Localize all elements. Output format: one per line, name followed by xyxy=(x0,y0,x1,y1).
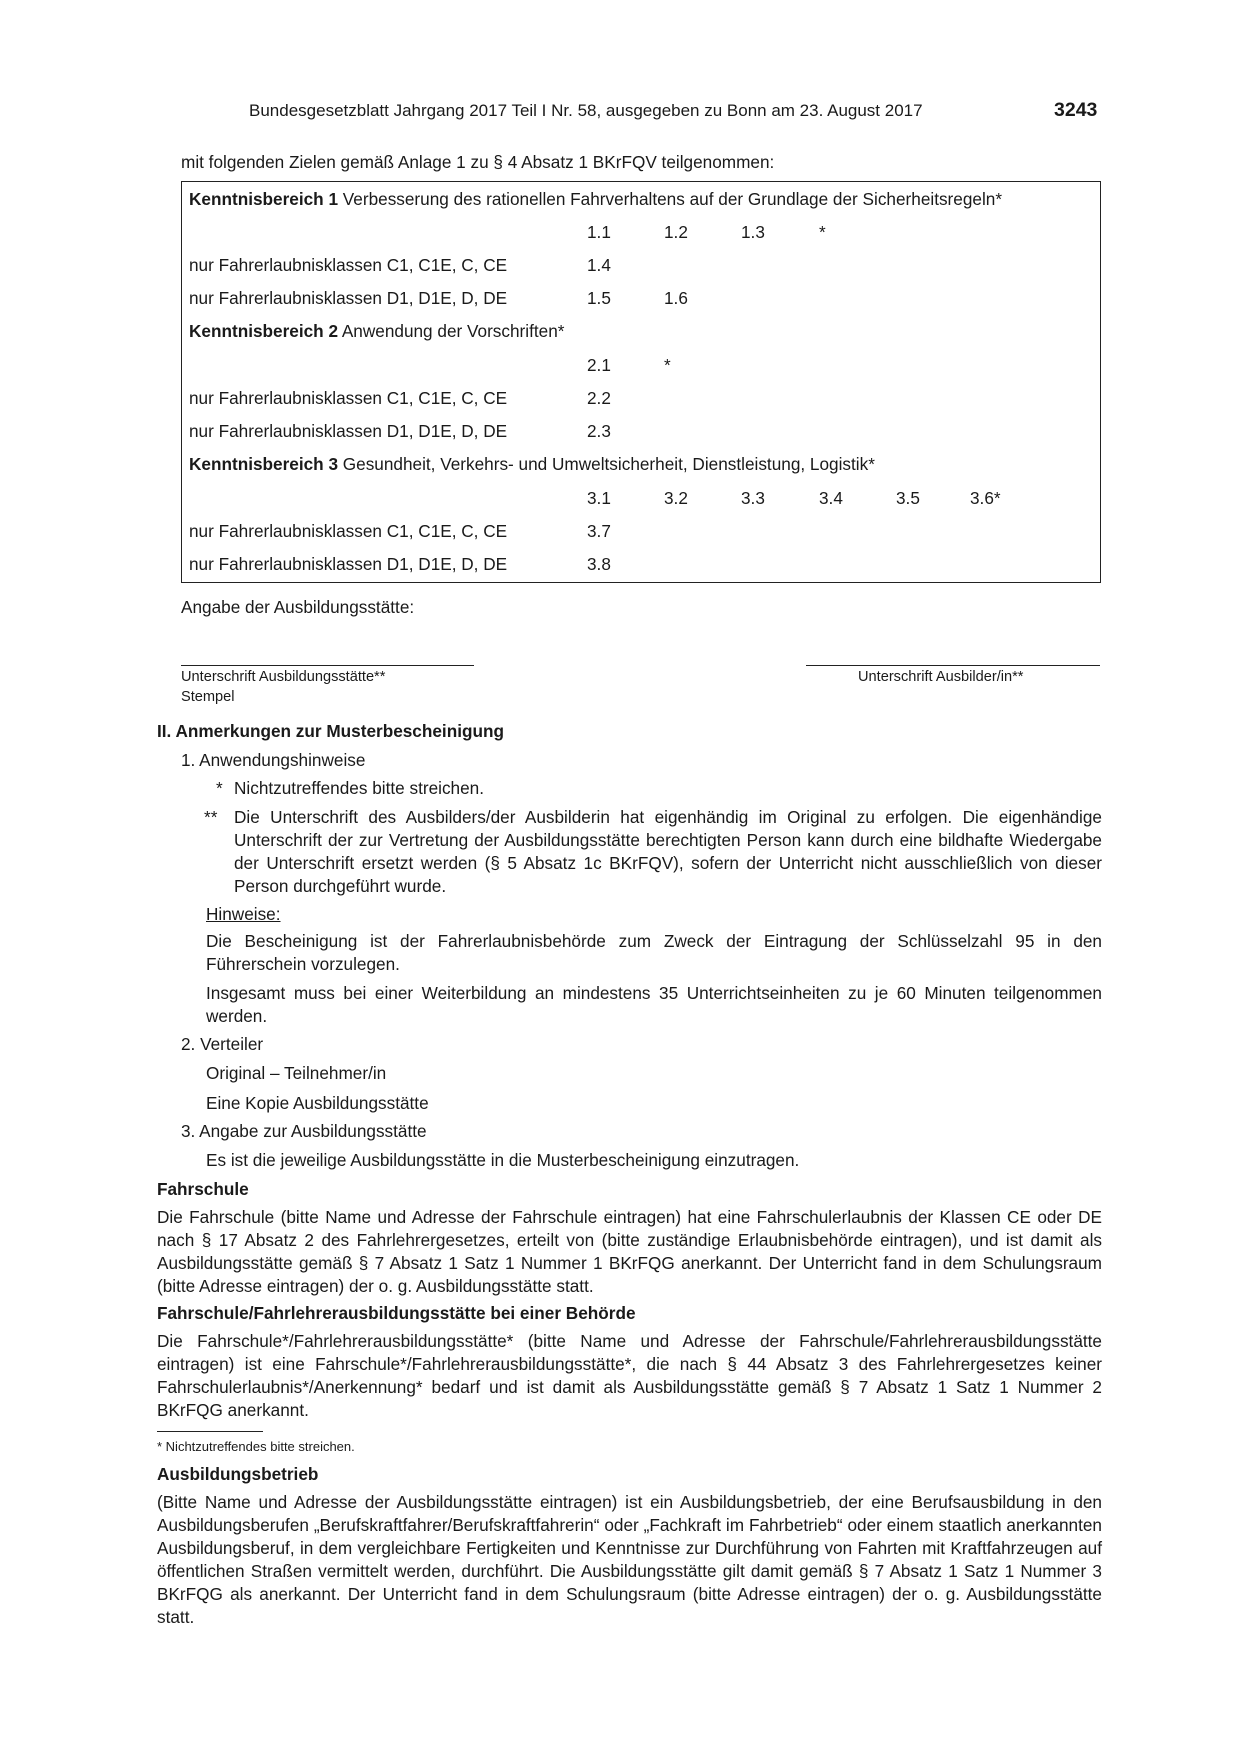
code-cell: 3.8 xyxy=(587,554,611,574)
item-3-text: Es ist die jeweilige Ausbildungsstätte in die Musterbescheinigung einzutragen. xyxy=(206,1150,800,1170)
code-cell: 1.4 xyxy=(587,255,611,275)
betrieb-text: (Bitte Name und Adresse der Ausbildungsstätte eintragen) ist ein Ausbildungsbetrieb, der eine Berufsausbildung in den Ausbildungsberufen „Berufskraftfahrer/Berufskraftfahrerin“ oder „Fachkraft im Fahrbetrieb“ oder einem staatlich anerkannten Ausbildungsberuf, in dem vergleichbare Fertigkeiten und Kenntnisse zur Durchführung von Fahrten mit Kraftfahrzeugen auf öffentlichen Straßen vermittelt werden, durchführt. Die Ausbildungsstätte gilt damit gemäß § 7 Absatz 1 Satz 1 Nummer 3 BKrFQG als anerkannt. Der Unterricht fand in dem Schulungsraum (bitte Adresse eintragen) der o. g. Ausbildungsstätte statt. xyxy=(157,1492,1102,1627)
verteiler-1: Original – Teilnehmer/in xyxy=(206,1063,387,1083)
footnote-rule xyxy=(157,1431,263,1432)
section-heading: II. Anmerkungen zur Musterbescheinigung xyxy=(157,721,504,741)
class-label: nur Fahrerlaubnisklassen C1, C1E, C, CE xyxy=(189,388,508,408)
hinweis-2: Insgesamt muss bei einer Weiterbildung an mindestens 35 Unterrichtseinheiten zu je 60 Minuten teilgenommen werden. xyxy=(206,983,1102,1026)
kb1-heading-row xyxy=(182,184,1100,217)
kb2-text: Anwendung der Vorschriften* xyxy=(338,321,565,341)
code-cell: 3.4 xyxy=(819,488,843,508)
code-cell: 1.1 xyxy=(587,222,611,242)
code-cell: 1.6 xyxy=(664,288,688,308)
signature-label-left: Unterschrift Ausbildungsstätte** xyxy=(181,669,386,685)
note-1: Nichtzutreffendes bitte streichen. xyxy=(234,778,484,798)
behoerde-heading: Fahrschule/Fahrlehrerausbildungsstätte bei einer Behörde xyxy=(157,1303,636,1323)
note-mark: ** xyxy=(204,807,218,827)
note-2: Die Unterschrift des Ausbilders/der Ausbilderin hat eigenhändig im Original zu erfolgen. Die eigenhändige Unterschrift der zur Vertretung der Ausbildungsstätte berechtigten Person kann durch eine bildhafte Wiedergabe der Unterschrift ersetzt werden (§ 5 Absatz 1c BKrFQV), sofern der Unterricht nicht ausschließlich von dieser Person durchgeführt wurde. xyxy=(234,807,1102,896)
behoerde-text: Die Fahrschule*/Fahrlehrerausbildungsstätte* (bitte Name und Adresse der Fahrschule/Fahrlehrerausbildungsstätte eintragen) ist eine Fahrschule*/Fahrlehrerausbildungsstätte*, die nach § 44 Absatz 3 des Fahrlehrergesetzes keiner Fahrschulerlaubnis*/Anerkennung* bedarf und ist damit als Ausbildungsstätte gemäß § 7 Absatz 1 Satz 1 Nummer 2 BKrFQG anerkannt. xyxy=(157,1331,1102,1420)
signature-line-left xyxy=(181,665,474,666)
footnote: * Nichtzutreffendes bitte streichen. xyxy=(157,1439,355,1454)
note-mark: * xyxy=(216,778,223,798)
kb2-heading-row xyxy=(182,316,1100,349)
signature-line-right xyxy=(806,665,1100,666)
kb1-title: Kenntnisbereich 1 xyxy=(189,189,338,209)
kb2-c-row xyxy=(182,383,1100,416)
code-cell: 1.2 xyxy=(664,222,688,242)
code-cell: 3.7 xyxy=(587,521,611,541)
fahrschule-text: Die Fahrschule (bitte Name und Adresse der Fahrschule eintragen) hat eine Fahrschulerlaubnis der Klassen CE oder DE nach § 17 Absatz 2 des Fahrlehrergesetzes, erteilt von (bitte zuständige Erlaubnisbehörde eintragen), und ist damit als Ausbildungsstätte gemäß § 7 Absatz 1 Satz 1 Nummer 1 BKrFQG anerkannt. Der Unterricht fand in dem Schulungsraum (bitte Adresse eintragen) der o. g. Ausbildungsstätte statt. xyxy=(157,1207,1102,1296)
code-cell: 3.1 xyxy=(587,488,611,508)
stamp-label: Stempel xyxy=(181,689,235,705)
kb1-text: Verbesserung des rationellen Fahrverhaltens auf der Grundlage der Sicherheitsregeln* xyxy=(338,189,1003,209)
kb3-heading-row xyxy=(182,449,1100,482)
signature-label-right: Unterschrift Ausbilder/in** xyxy=(858,669,1024,685)
kb2-codes-row xyxy=(182,350,1100,383)
code-cell: * xyxy=(819,222,826,242)
kb3-c-row xyxy=(182,516,1100,549)
fahrschule-heading: Fahrschule xyxy=(157,1179,249,1199)
kb1-c-row xyxy=(182,250,1100,283)
kb1-codes-row xyxy=(182,217,1100,250)
betrieb-heading: Ausbildungsbetrieb xyxy=(157,1464,319,1484)
training-site-label: Angabe der Ausbildungsstätte: xyxy=(181,597,415,617)
code-cell: 1.3 xyxy=(741,222,765,242)
class-label: nur Fahrerlaubnisklassen D1, D1E, D, DE xyxy=(189,554,508,574)
kb2-d-row xyxy=(182,416,1100,449)
running-header: Bundesgesetzblatt Jahrgang 2017 Teil I Nr. 58, ausgegeben zu Bonn am 23. August 2017 xyxy=(249,101,923,120)
code-cell: 3.6* xyxy=(970,488,1001,508)
class-label: nur Fahrerlaubnisklassen D1, D1E, D, DE xyxy=(189,421,508,441)
kb3-d-row xyxy=(182,549,1100,582)
code-cell: 3.3 xyxy=(741,488,765,508)
objectives-table xyxy=(181,181,1101,583)
class-label: nur Fahrerlaubnisklassen C1, C1E, C, CE xyxy=(189,521,508,541)
kb3-title: Kenntnisbereich 3 xyxy=(189,454,338,474)
code-cell: 2.2 xyxy=(587,388,611,408)
page-number: 3243 xyxy=(1054,99,1098,121)
kb3-text: Gesundheit, Verkehrs- und Umweltsicherheit, Dienstleistung, Logistik* xyxy=(338,454,875,474)
hinweis-1: Die Bescheinigung ist der Fahrerlaubnisbehörde zum Zweck der Eintragung der Schlüsselzahl 95 in den Führerschein vorzulegen. xyxy=(206,931,1102,974)
list-item-2: 2. Verteiler xyxy=(181,1034,264,1054)
list-item-1: 1. Anwendungshinweise xyxy=(181,750,366,770)
class-label: nur Fahrerlaubnisklassen D1, D1E, D, DE xyxy=(189,288,508,308)
hinweise-label: Hinweise: xyxy=(206,904,281,924)
code-cell: 3.2 xyxy=(664,488,688,508)
kb2-title: Kenntnisbereich 2 xyxy=(189,321,338,341)
kb1-d-row xyxy=(182,283,1100,316)
code-cell: 2.3 xyxy=(587,421,611,441)
code-cell: 3.5 xyxy=(896,488,920,508)
code-cell: * xyxy=(664,355,671,375)
code-cell: 2.1 xyxy=(587,355,611,375)
kb3-codes-row xyxy=(182,483,1100,516)
code-cell: 1.5 xyxy=(587,288,611,308)
intro-line: mit folgenden Zielen gemäß Anlage 1 zu § 4 Absatz 1 BKrFQV teilgenommen: xyxy=(181,152,775,172)
list-item-3: 3. Angabe zur Ausbildungsstätte xyxy=(181,1121,427,1141)
class-label: nur Fahrerlaubnisklassen C1, C1E, C, CE xyxy=(189,255,508,275)
verteiler-2: Eine Kopie Ausbildungsstätte xyxy=(206,1093,429,1113)
